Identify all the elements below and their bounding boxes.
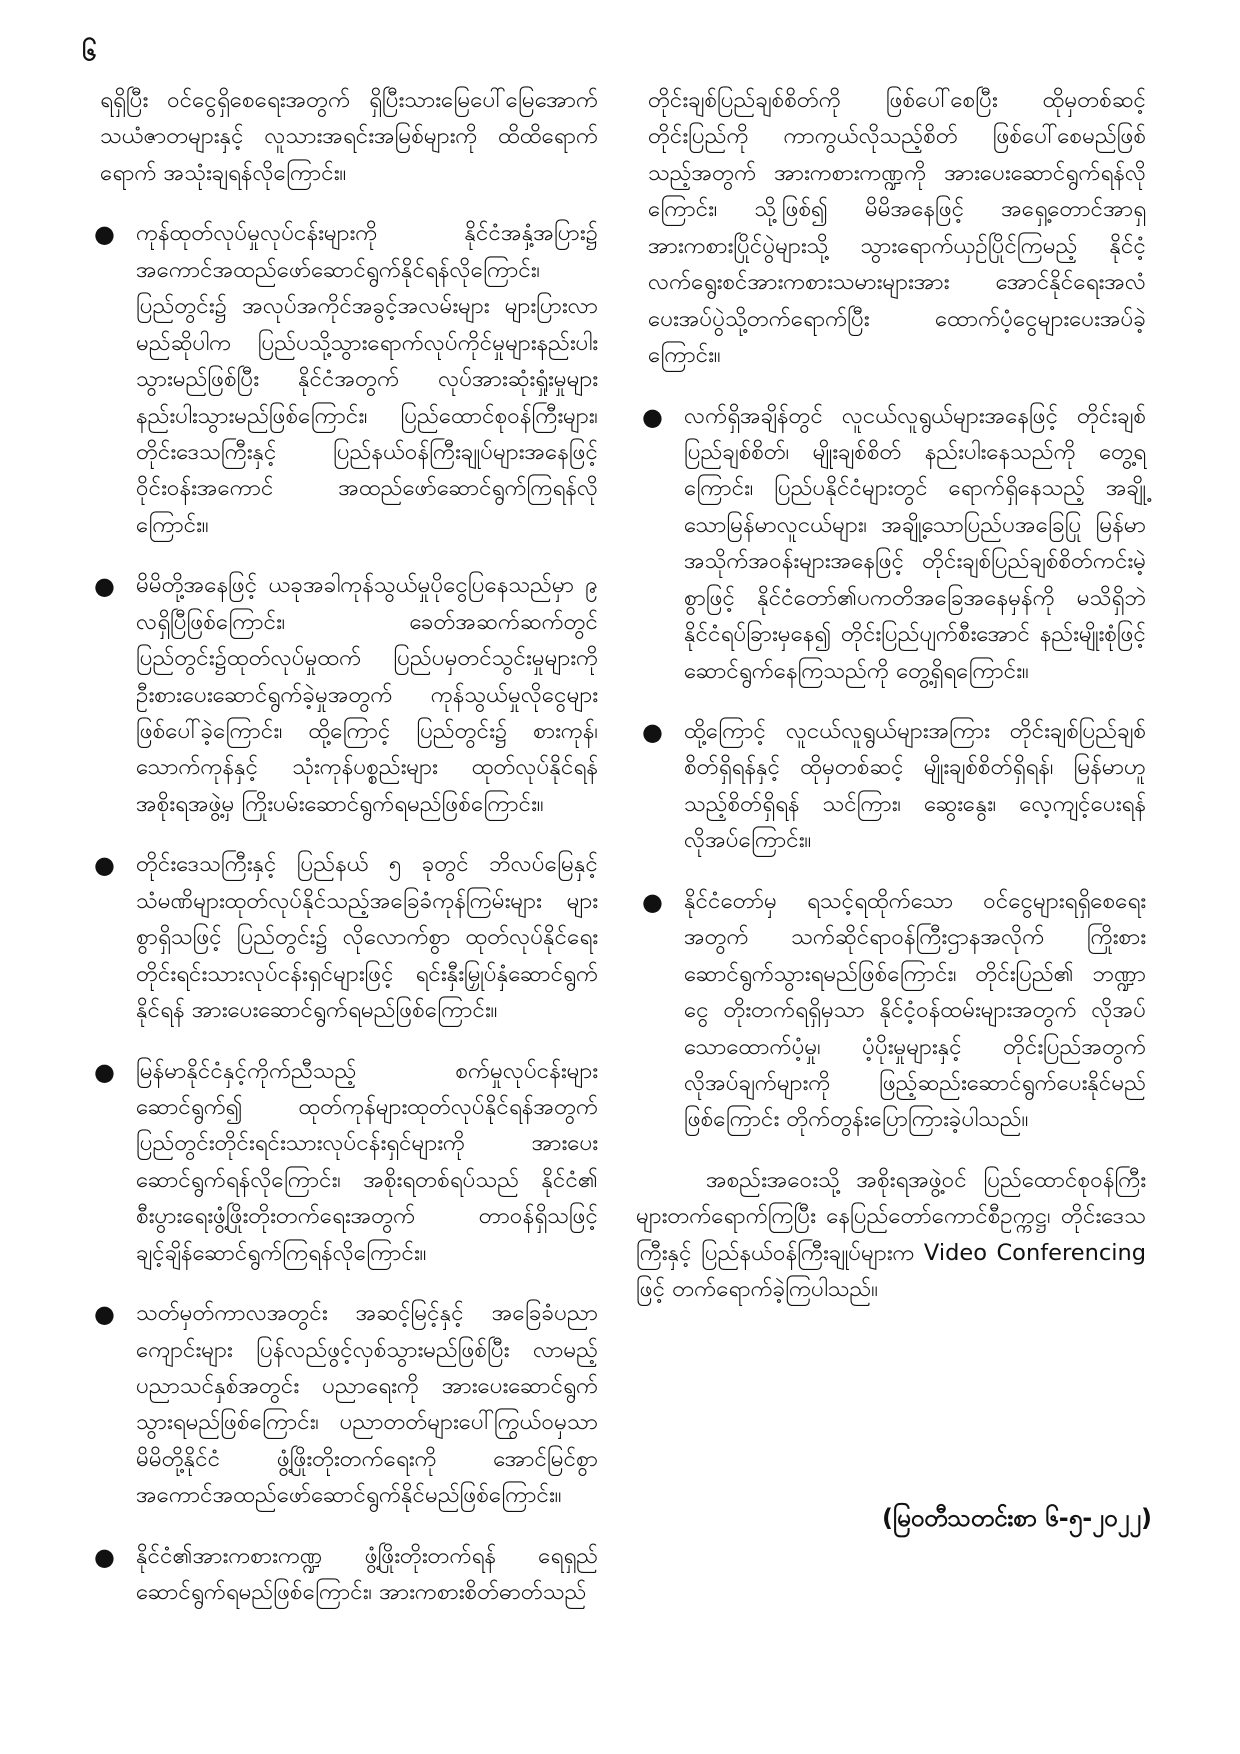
- bullet-text: မြန်မာနိုင်ငံနှင့်ကိုက်ညီသည့် စက်မှုလုပ်ငန်းများဆောင်ရွက်၍ ထုတ်ကုန်များထုတ်လုပ်နိုင်ရန်အတွက် ပြည်တွင်းတိုင်းရင်းသားလုပ်ငန်းရှင်များကို အားပေးဆောင်ရွက်ရန်လိုကြောင်း၊ အစိုးရတစ်ရပ်သည် နိုင်ငံ၏ စီးပွားရေးဖွံ့ဖြိုးတိုးတက်ရေးအတွက် တာဝန်ရှိသဖြင့် ချင့်ချိန်ဆောင်ရွက်ကြရန်လိုကြောင်း။: [136, 1057, 598, 1266]
- bullet-text: တိုင်းဒေသကြီးနှင့် ပြည်နယ် ၅ ခုတွင် ဘိလပ်မြေနှင့် သံမဏိများထုတ်လုပ်နိုင်သည့်အခြေခံကုန်ကြမ်းများ များစွာရှိသဖြင့် ပြည်တွင်း၌ လိုလောက်စွာ ထုတ်လုပ်နိုင်ရေး တိုင်းရင်းသားလုပ်ငန်းရှင်များဖြင့် ရင်းနှီးမြှုပ်နှံဆောင်ရွက်နိုင်ရန် အားပေးဆောင်ရွက်ရမည်ဖြစ်ကြောင်း။: [136, 851, 598, 1024]
- closing-paragraph: အစည်းအဝေးသို့ အစိုးရအဖွဲ့ဝင် ပြည်ထောင်စုဝန်ကြီးများတက်ရောက်ကြပြီး နေပြည်တော်ကောင်စီဥက္ကဋ္ဌ၊ တိုင်းဒေသကြီးနှင့် ပြည်နယ်ဝန်ကြီးချုပ်များက Video Conferencing ဖြင့် တက်ရောက်ခဲ့ကြပါသည်။: [636, 1166, 1146, 1303]
- bullet-item: [88, 1538, 598, 1611]
- right-column: [636, 82, 1146, 1332]
- bullet-icon: ●: [94, 220, 115, 249]
- right-continuation-paragraph: တိုင်းချစ်ပြည်ချစ်စိတ်ကို ဖြစ်ပေါ်စေပြီး ထိုမှတစ်ဆင့် တိုင်းပြည်ကို ကာကွယ်လိုသည့်စိတ် ဖြစ်ပေါ်စေမည်ဖြစ်သည့်အတွက် အားကစားကဏ္ဍကို အားပေးဆောင်ရွက်ရန်လိုကြောင်း၊ သို့ဖြစ်၍ မိမိအနေဖြင့် အရှေ့တောင်အာရှ အားကစားပြိုင်ပွဲများသို့ သွားရောက်ယှဉ်ပြိုင်ကြမည့် နိုင်ငံ့လက်ရွေးစင်အားကစားသမားများအား အောင်နိုင်ရေးအလံပေးအပ်ပွဲသို့တက်ရောက်ပြီး ထောက်ပံ့ငွေများပေးအပ်ခဲ့ကြောင်း။: [648, 87, 1146, 369]
- bullet-text: မိမိတို့အနေဖြင့် ယခုအခါကုန်သွယ်မှုပိုငွေပြနေသည်မှာ ၉ လရှိပြီဖြစ်ကြောင်း၊ ခေတ်အဆက်ဆက်တွင် ပြည်တွင်း၌ထုတ်လုပ်မှုထက် ပြည်ပမှတင်သွင်းမှုများကို ဦးစားပေးဆောင်ရွက်ခဲ့မှုအတွက် ကုန်သွယ်မှုလိုငွေများ ဖြစ်ပေါ်ခဲ့ကြောင်း၊ ထို့ကြောင့် ပြည်တွင်း၌ စားကုန်၊ သောက်ကုန်နှင့် သုံးကုန်ပစ္စည်းများ ထုတ်လုပ်နိုင်ရန် အစိုးရအဖွဲ့မှ ကြိုးပမ်းဆောင်ရွက်ရမည်ဖြစ်ကြောင်း။: [136, 572, 598, 817]
- bullet-text: လက်ရှိအချိန်တွင် လူငယ်လူရွယ်များအနေဖြင့် တိုင်းချစ်ပြည်ချစ်စိတ်၊ မျိုးချစ်စိတ် နည်းပါးနေသည်ကို တွေ့ရကြောင်း၊ ပြည်ပနိုင်ငံများတွင် ရောက်ရှိနေသည့် အချို့သောမြန်မာလူငယ်များ၊ အချို့သောပြည်ပအခြေပြု မြန်မာအသိုက်အဝန်းများအနေဖြင့် တိုင်းချစ်ပြည်ချစ်စိတ်ကင်းမဲ့စွာဖြင့် နိုင်ငံတော်၏ပကတိအခြေအနေမှန်ကို မသိရှိဘဲ နိုင်ငံရပ်ခြားမှနေ၍ တိုင်းပြည်ပျက်စီးအောင် နည်းမျိုးစုံဖြင့် ဆောင်ရွက်နေကြသည်ကို တွေ့ရှိရကြောင်း။: [684, 402, 1146, 684]
- source-citation: (မြဝတီသတင်းစာ ၆-၅-၂၀၂၂): [881, 1504, 1152, 1532]
- bullet-item: [636, 883, 1146, 1138]
- bullet-icon: ●: [642, 887, 663, 916]
- bullet-item: [88, 1053, 598, 1272]
- bullet-icon: ●: [94, 1057, 115, 1086]
- bullet-text: နိုင်ငံတော်မှ ရသင့်ရထိုက်သော ဝင်ငွေများရရှိစေရေးအတွက် သက်ဆိုင်ရာဝန်ကြီးဌာနအလိုက် ကြိုးစားဆောင်ရွက်သွားရမည်ဖြစ်ကြောင်း၊ တိုင်းပြည်၏ ဘဏ္ဍာငွေ တိုးတက်ရရှိမှသာ နိုင်ငံ့ဝန်ထမ်းများအတွက် လိုအပ်သောထောက်ပံ့မှု၊ ပံ့ပိုးမှုများနှင့် တိုင်းပြည်အတွက် လိုအပ်ချက်များကို ဖြည့်ဆည်းဆောင်ရွက်ပေးနိုင်မည်ဖြစ်ကြောင်း တိုက်တွန်းပြောကြားခဲ့ပါသည်။: [684, 887, 1146, 1133]
- left-continuation-paragraph: ရရှိပြီး ဝင်ငွေရှိစေရေးအတွက် ရှိပြီးသားမြေပေါ်မြေအောက်သယံဇာတများနှင့် လူသားအရင်းအမြစ်များကို ထိထိရောက်ရောက် အသုံးချရန်လိုကြောင်း။: [100, 87, 598, 186]
- bullet-icon: ●: [94, 1300, 115, 1329]
- left-bullet-list: [88, 215, 598, 1610]
- bullet-text: နိုင်ငံ၏အားကစားကဏ္ဍ ဖွံ့ဖြိုးတိုးတက်ရန် ရေရှည်ဆောင်ရွက်ရမည်ဖြစ်ကြောင်း၊ အားကစားစိတ်ဓာတ်သည်: [136, 1542, 598, 1606]
- bullet-item: [636, 713, 1146, 859]
- bullet-icon: ●: [642, 718, 663, 746]
- bullet-item: [88, 1295, 598, 1514]
- bullet-text: ထို့ကြောင့် လူငယ်လူရွယ်များအကြား တိုင်းချစ်ပြည်ချစ်စိတ်ရှိရန်နှင့် ထိုမှတစ်ဆင့် မျိုးချစ်စိတ်ရှိရန်၊ မြန်မာဟူသည့်စိတ်ရှိရန် သင်ကြား၊ ဆွေးနွေး၊ လေ့ကျင့်ပေးရန် လိုအပ်ကြောင်း။: [684, 718, 1146, 854]
- right-bullet-list: [636, 398, 1146, 1138]
- bullet-icon: ●: [94, 851, 115, 880]
- left-column: [88, 82, 598, 1635]
- bullet-icon: ●: [94, 572, 115, 601]
- bullet-text: သတ်မှတ်ကာလအတွင်း အဆင့်မြင့်နှင့် အခြေခံပညာကျောင်းများ ပြန်လည်ဖွင့်လှစ်သွားမည်ဖြစ်ပြီး လာမည့်ပညာသင်နှစ်အတွင်း ပညာရေးကို အားပေးဆောင်ရွက်သွားရမည်ဖြစ်ကြောင်း၊ ပညာတတ်များပေါ်ကြွယ်ဝမှသာ မိမိတို့နိုင်ငံ ဖွံ့ဖြိုးတိုးတက်ရေးကို အောင်မြင်စွာအကောင်အထည်ဖော်ဆောင်ရွက်နိုင်မည်ဖြစ်ကြောင်း။: [136, 1300, 598, 1509]
- bullet-item: [88, 215, 598, 543]
- bullet-item: [88, 846, 598, 1028]
- bullet-text: ကုန်ထုတ်လုပ်မှုလုပ်ငန်းများကို နိုင်ငံအနှံ့အပြား၌ အကောင်အထည်ဖော်ဆောင်ရွက်နိုင်ရန်လိုကြောင်း၊ ပြည်တွင်း၌ အလုပ်အကိုင်အခွင့်အလမ်းများ များပြားလာမည်ဆိုပါက ပြည်ပသို့သွားရောက်လုပ်ကိုင်မှုများနည်းပါးသွားမည်ဖြစ်ပြီး နိုင်ငံအတွက် လုပ်အားဆုံးရှုံးမှုများ နည်းပါးသွားမည်ဖြစ်ကြောင်း၊ ပြည်ထောင်စုဝန်ကြီးများ၊ တိုင်းဒေသကြီးနှင့် ပြည်နယ်ဝန်ကြီးချုပ်များအနေဖြင့် ဝိုင်းဝန်းအကောင် အထည်ဖော်ဆောင်ရွက်ကြရန်လိုကြောင်း။: [136, 220, 598, 538]
- bullet-icon: ●: [642, 402, 663, 431]
- page-number: ၆: [82, 37, 97, 67]
- bullet-item: [88, 567, 598, 822]
- bullet-icon: ●: [94, 1542, 115, 1571]
- bullet-item: [636, 398, 1146, 690]
